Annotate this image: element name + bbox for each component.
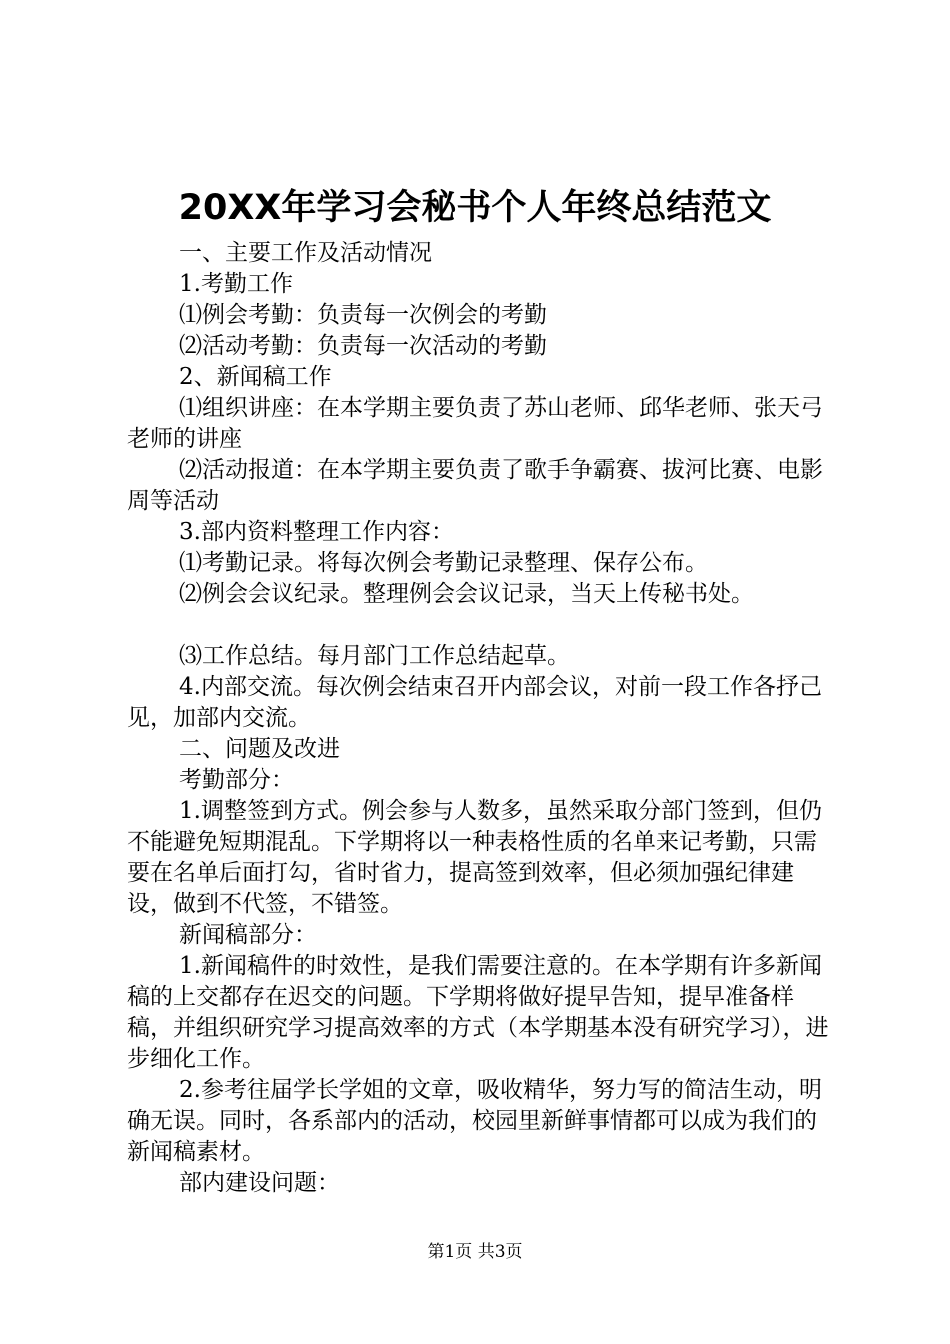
subsection-heading: 部内建设问题： [179, 1170, 340, 1196]
subsection-heading: 考勤部分： [179, 767, 294, 793]
body-paragraph: 1.调整签到方式。例会参与人数多，虽然采取分部门签到，但仍不能避免短期混乱。下学期将以一种表格性质的名单来记考勤，只需要在名单后面打勾，省时省力，提高签到效率，但必须加强纪律建设，做到不代签，不错签。 [127, 798, 822, 917]
body-paragraph: 2.参考往届学长学姐的文章，吸收精华，努力写的简洁生动，明确无误。同时，各系部内的活动，校园里新鲜事情都可以成为我们的新闻稿素材。 [127, 1077, 822, 1165]
body-paragraph: 1.新闻稿件的时效性，是我们需要注意的。在本学期有许多新闻稿的上交都存在迟交的问题。下学期将做好提早告知，提早准备样稿，并组织研究学习提高效率的方式（本学期基本没有研究学习），进步细化工作。 [127, 953, 829, 1072]
subsection-heading: 新闻稿部分： [179, 922, 317, 948]
list-item: ⑴考勤记录。将每次例会考勤记录整理、保存公布。 [179, 550, 708, 576]
body-paragraph: 4.内部交流。每次例会结束召开内部会议，对前一段工作各抒己见，加部内交流。 [127, 674, 822, 731]
list-item: ⑵例会会议纪录。整理例会会议记录，当天上传秘书处。 [179, 581, 754, 607]
page-footer: 第1页 共3页 [427, 1242, 523, 1262]
section-heading: 二、问题及改进 [179, 736, 340, 762]
subsection-heading: 1.考勤工作 [179, 271, 293, 297]
list-item: ⑵活动考勤：负责每一次活动的考勤 [179, 333, 547, 359]
list-item: ⑶工作总结。每月部门工作总结起草。 [179, 643, 570, 669]
list-item: ⑴组织讲座：在本学期主要负责了苏山老师、邱华老师、张天弓老师的讲座 [127, 395, 823, 452]
document-body [127, 238, 837, 1199]
list-item: ⑵活动报道：在本学期主要负责了歌手争霸赛、拔河比赛、电影周等活动 [127, 457, 823, 514]
section-heading: 一、主要工作及活动情况 [179, 240, 432, 266]
document-title: 20XX年学习会秘书个人年终总结范文 [178, 188, 772, 228]
list-item: ⑴例会考勤：负责每一次例会的考勤 [179, 302, 547, 328]
subsection-heading: 3.部内资料整理工作内容： [179, 519, 454, 545]
subsection-heading: 2、新闻稿工作 [179, 364, 332, 390]
